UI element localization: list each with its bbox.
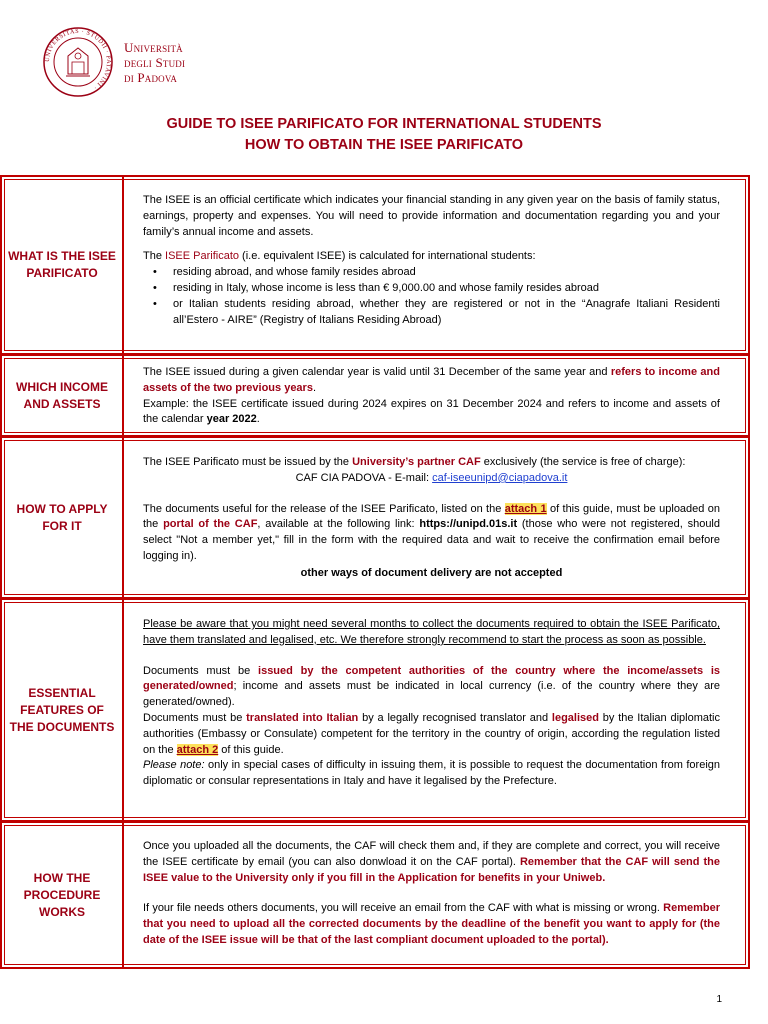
list-item: • or Italian students residing abroad, whether they are registered or not in the “Anagrafe Italiani Residenti all’Estero - AIRE” (Registry of Italians Residing Abroad) bbox=[173, 297, 720, 329]
text: by the Italian diplomatic authorities (Embassy or Consulate) competent for the territory in the country of origin, according the regulation listed on the bbox=[143, 711, 720, 756]
paragraph bbox=[143, 502, 720, 565]
university-name-line2: degli Studi bbox=[124, 55, 186, 70]
highlight-text: translated into Italian bbox=[246, 711, 359, 724]
svg-text:UNIVERSITAS · STUDII · PATAVIN: UNIVERSITAS · STUDII · PATAVINI · bbox=[43, 27, 113, 92]
section-label: HOW THE PROCEDURE WORKS bbox=[2, 823, 124, 967]
section-label: ESSENTIAL FEATURES OF THE DOCUMENTS bbox=[2, 600, 124, 820]
paragraph: The ISEE is an official certificate which indicates your financial standing in any given year on the basis of family status, earnings, property and expenses. You will need to provide information and documentation regarding you and your family’s annual income and assets. bbox=[143, 194, 720, 238]
section-content bbox=[143, 365, 720, 428]
list-item: • residing abroad, and whose family resides abroad bbox=[173, 265, 720, 281]
highlight-text: legalised bbox=[551, 711, 599, 724]
text: Documents must be bbox=[143, 711, 247, 724]
section-procedure bbox=[0, 821, 750, 969]
text: by a legally recognised translator and bbox=[358, 711, 552, 724]
paragraph bbox=[143, 455, 720, 471]
university-seal-logo bbox=[42, 26, 114, 98]
attach-1-reference: attach 1 bbox=[504, 502, 547, 515]
attach-2-reference: attach 2 bbox=[176, 743, 219, 756]
section-what-is-isee bbox=[0, 175, 750, 355]
paragraph bbox=[143, 839, 720, 886]
caf-email-link[interactable]: caf-iseeunipd@ciapadova.it bbox=[432, 471, 568, 484]
paragraph bbox=[143, 664, 720, 711]
list-item: • residing in Italy, whose income is less than € 9,000.00 and whose family resides abroad bbox=[173, 281, 720, 297]
paragraph bbox=[143, 901, 720, 948]
section-content bbox=[143, 839, 720, 949]
paragraph: Please be aware that you might need several months to collect the documents required to obtain the ISEE Parificato, have them translated and legalised, etc. We therefore strongly recommend to start the process as soon as possible. bbox=[143, 618, 720, 646]
document-subtitle: HOW TO OBTAIN THE ISEE PARIFICATO bbox=[244, 137, 524, 153]
university-name bbox=[124, 40, 185, 85]
highlight-text: portal of the CAF bbox=[163, 518, 258, 531]
italic-text: Please note: bbox=[143, 759, 205, 772]
highlight-text: University’s partner CAF bbox=[352, 456, 481, 468]
highlight-text: ISEE Parificato bbox=[165, 250, 239, 263]
paragraph bbox=[143, 249, 720, 265]
text: The bbox=[143, 250, 166, 263]
paragraph bbox=[143, 758, 720, 790]
paragraph bbox=[143, 711, 720, 758]
text: Once you uploaded all the documents, the CAF will check them and, if they are complete and correct, you will receive the ISEE certificate by email (you can also donwload it on the CAF portal). bbox=[143, 840, 720, 868]
text: Documents must be bbox=[143, 664, 259, 677]
section-essential-features bbox=[0, 598, 750, 822]
document-title: GUIDE TO ISEE PARIFICATO FOR INTERNATIONAL STUDENTS bbox=[166, 116, 602, 132]
text: . bbox=[256, 413, 260, 426]
text: Example: the ISEE certificate issued during 2024 expires on 31 December 2024 and refers to income and assets of the calendar bbox=[143, 397, 720, 426]
text: ; income and assets must be indicated in local currency (i.e. of the country where they are generated/owned). bbox=[143, 680, 720, 709]
text: The documents useful for the release of the ISEE Parificato, listed on the bbox=[143, 502, 505, 515]
section-label: HOW TO APPLY FOR IT bbox=[2, 438, 124, 597]
paragraph bbox=[143, 397, 720, 429]
text: of this guide, must be uploaded on the bbox=[143, 502, 721, 531]
highlight-text: Remember that you need to upload all the corrected documents by the deadline of the benefit you want to apply for (the date of the ISEE issue will be that of the last compliant document uploaded to the portal). bbox=[143, 902, 720, 946]
university-name-line3: di Padova bbox=[124, 70, 178, 85]
text: CAF CIA PADOVA - E-mail: bbox=[295, 471, 433, 484]
text: If your file needs others documents, you will receive an email from the CAF with what is missing or wrong. bbox=[143, 902, 664, 915]
highlight-text: refers to income and assets of the two previous years bbox=[143, 366, 720, 394]
highlight-text: issued by the competent authorities of the country where the income/assets is generated/owned bbox=[143, 664, 721, 693]
caf-portal-link[interactable]: https://unipd.01s.it bbox=[419, 518, 518, 531]
paragraph bbox=[143, 365, 720, 397]
text: The ISEE Parificato must be issued by the bbox=[143, 456, 353, 468]
section-content bbox=[143, 193, 720, 328]
highlight-text: Remember that the CAF will send the ISEE value to the University only if you fill in the Application for benefits in your Uniweb. bbox=[143, 855, 720, 884]
section-how-to-apply bbox=[0, 436, 750, 599]
text: of this guide. bbox=[218, 743, 284, 756]
text: The ISEE issued during a given calendar year is valid until 31 December of the same year and bbox=[143, 366, 611, 378]
section-content bbox=[143, 455, 720, 582]
text: (i.e. equivalent ISEE) is calculated for international students: bbox=[239, 250, 536, 263]
text: . bbox=[312, 381, 317, 394]
section-label: WHAT IS THE ISEE PARIFICATO bbox=[2, 177, 124, 353]
text: only in special cases of difficulty in issuing them, it is possible to request the documentation from foreign diplomatic or consular representations in Italy and have it legalised by the Prefecture. bbox=[143, 759, 720, 788]
delivery-note: other ways of document delivery are not accepted bbox=[300, 566, 563, 579]
university-name-line1: Università bbox=[124, 40, 183, 55]
section-content bbox=[143, 617, 720, 790]
university-header bbox=[42, 26, 342, 106]
caf-contact bbox=[143, 471, 720, 487]
text: exclusively (the service is free of charge): bbox=[480, 456, 686, 468]
page-number: 1 bbox=[716, 994, 722, 1005]
section-which-income bbox=[0, 354, 750, 437]
bold-text: year 2022 bbox=[206, 413, 257, 426]
text: (those who were not registered, should select "Not a member yet," fill in the form with the required data and wait to receive the confirmation email before logging in). bbox=[143, 518, 720, 562]
text: , available at the following link: bbox=[257, 518, 420, 531]
bullet-list bbox=[143, 265, 720, 328]
section-label: WHICH INCOME AND ASSETS bbox=[2, 356, 124, 435]
